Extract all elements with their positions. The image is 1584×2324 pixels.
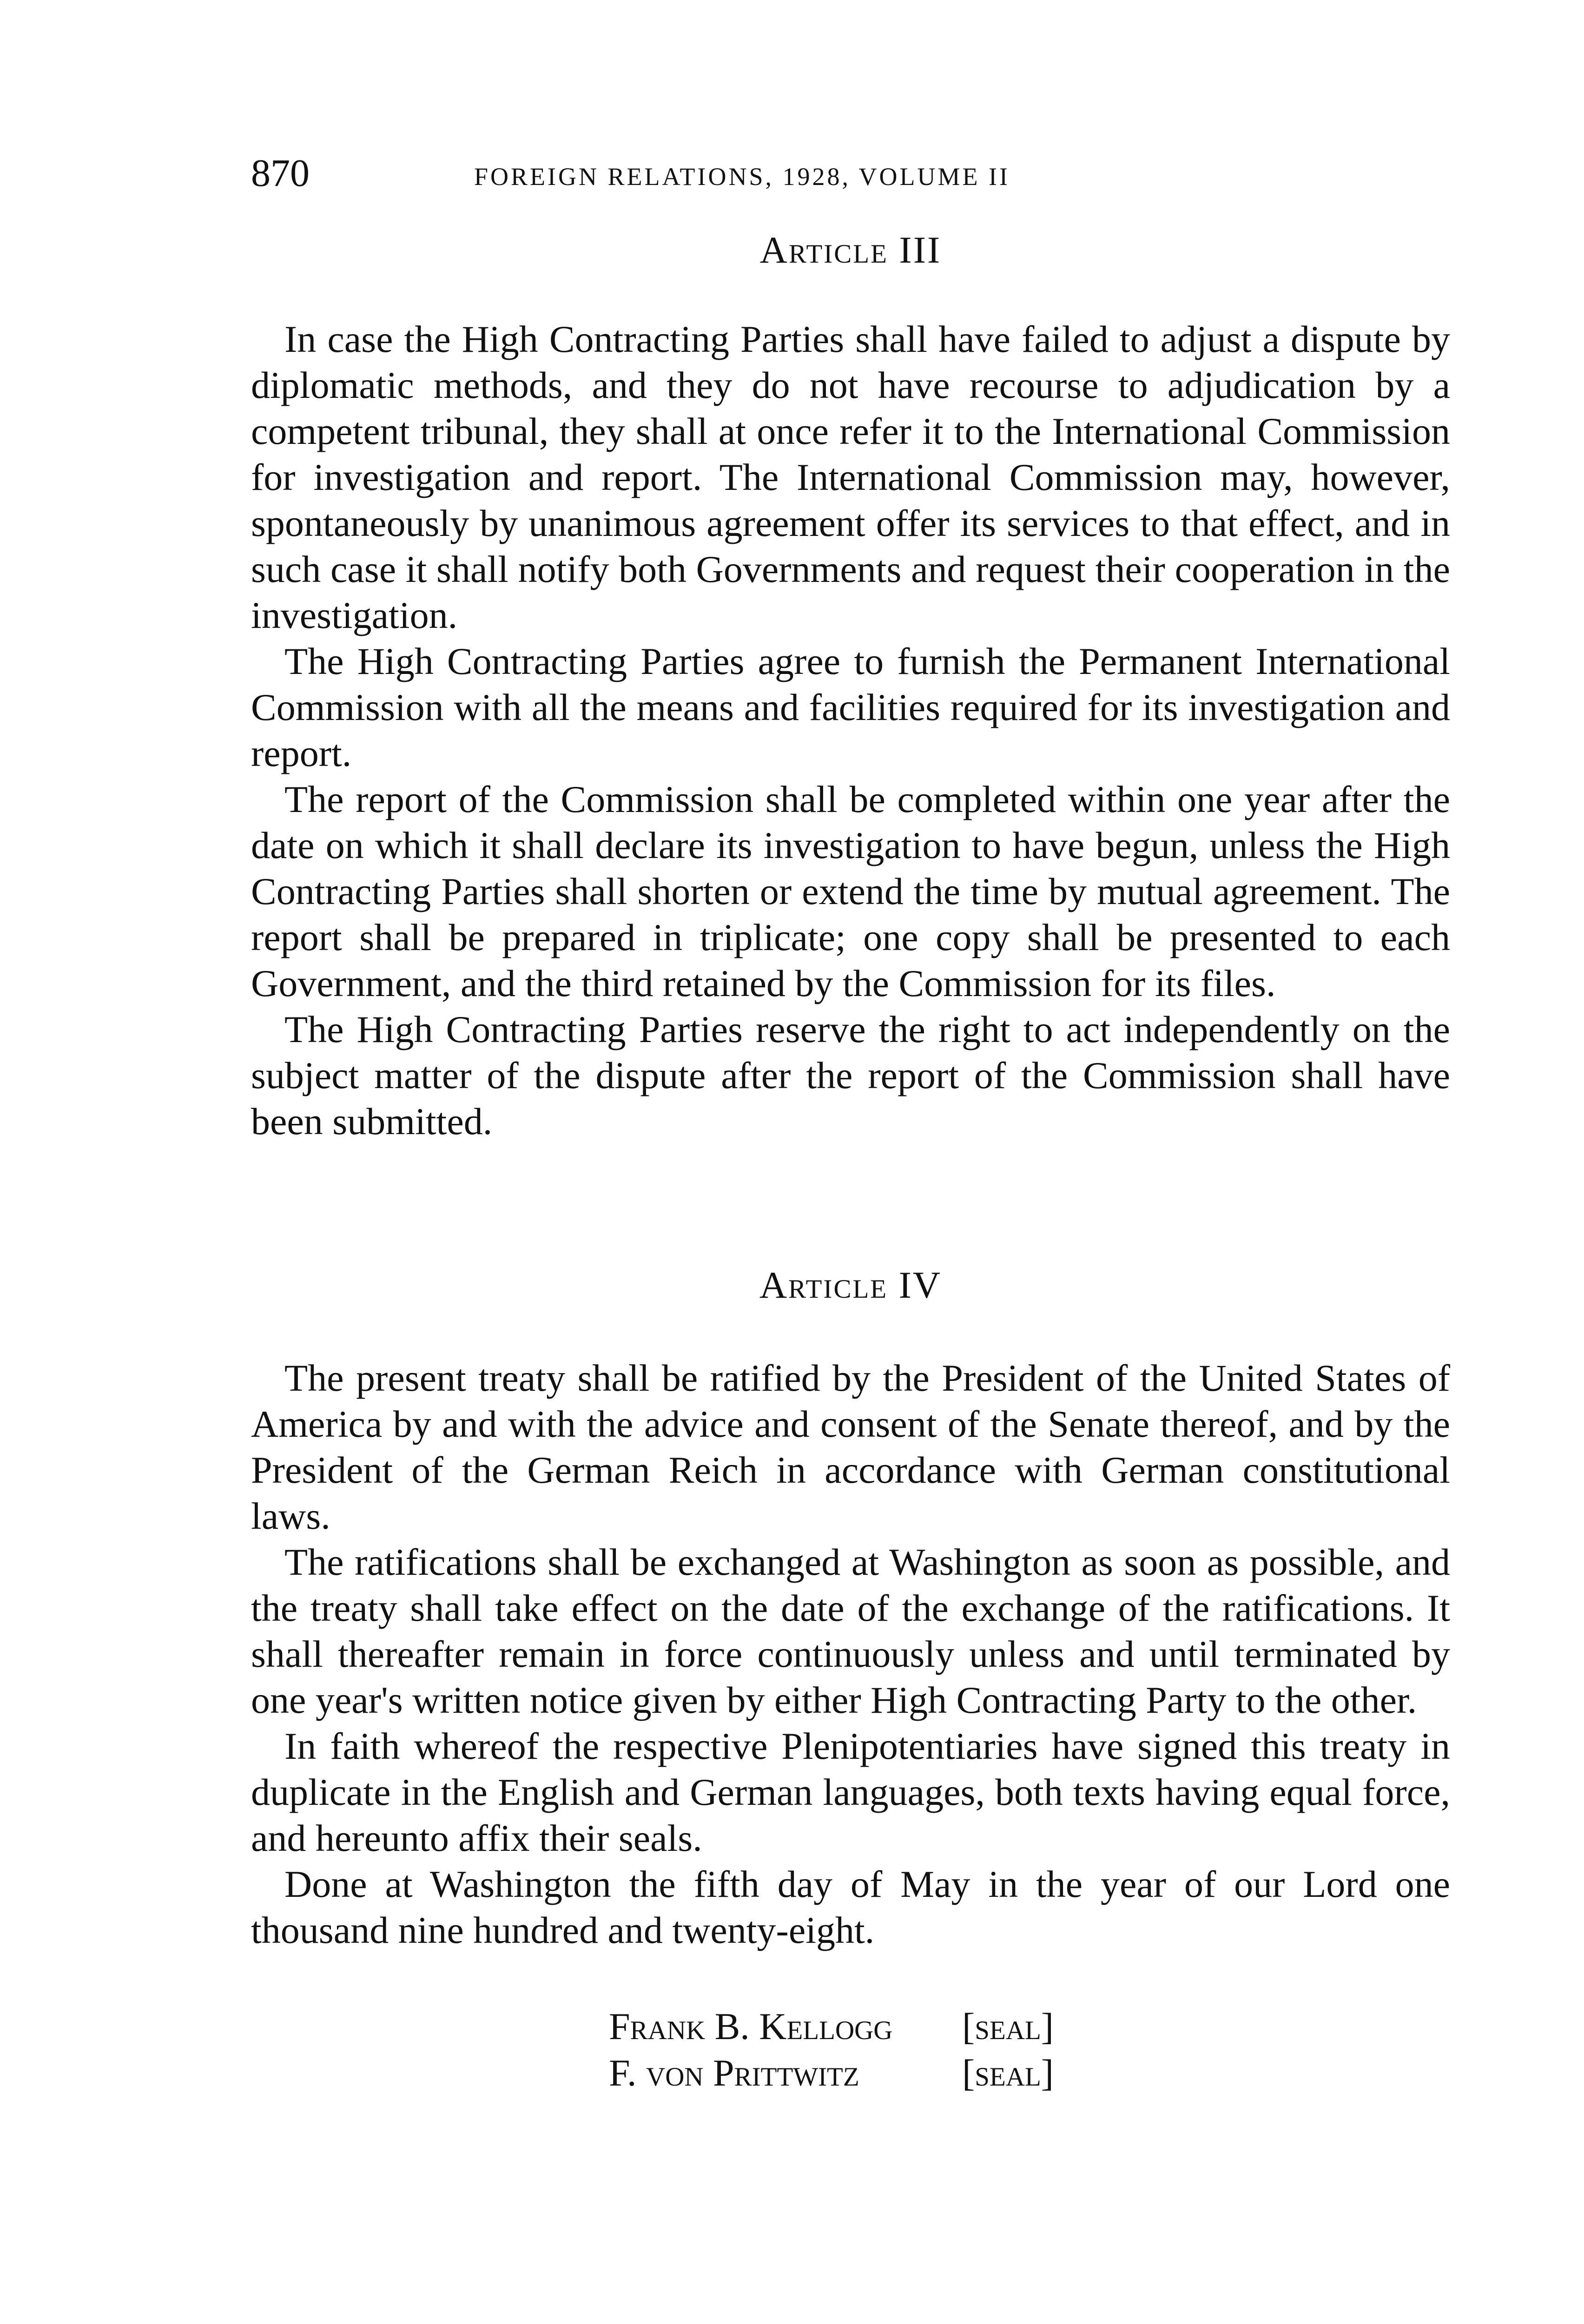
signature-line xyxy=(609,2003,1054,2050)
article-4-body xyxy=(251,1355,1450,1953)
article-3-paragraph: In case the High Contracting Parties shall have failed to adjust a dispute by diplomatic methods, and they do not have recourse to adjudication by a competent tribunal, they shall at once refer it to the International Commission for investigation and report. The International Commission may, however, spontaneously by unanimous agreement offer its services to that effect, and in such case it shall notify both Governments and request their cooperation in the investigation. xyxy=(251,318,1450,636)
article-3-paragraph: The report of the Commission shall be completed within one year after the date on which it shall declare its investigation to have begun, unless the High Contracting Parties shall shorten or extend the time by mutual agreement. The report shall be prepared in triplicate; one copy shall be presented to each Government, and the third retained by the Commission for its files. xyxy=(251,778,1450,1004)
article-4-paragraph: Done at Washington the fifth day of May in the year of our Lord one thousand nine hundred and twenty-eight. xyxy=(251,1863,1450,1951)
signer-name: F. von Prittwitz xyxy=(609,2052,859,2094)
article-4-heading: Article IV xyxy=(759,1264,942,1306)
article-3-paragraph: The High Contracting Parties agree to furnish the Permanent International Commission with all the means and facilities required for its investigation and report. xyxy=(251,640,1450,774)
seal-mark: [seal] xyxy=(962,2005,1054,2047)
article-3-paragraph: The High Contracting Parties reserve the right to act independently on the subject matter of the dispute after the report of the Commission shall have been submitted. xyxy=(251,1008,1450,1142)
article-4-paragraph: The present treaty shall be ratified by the President of the United States of America by and with the advice and consent of the Senate thereof, and by the President of the German Reich in accordance with German constitutional laws. xyxy=(251,1357,1450,1537)
article-4-paragraph: In faith whereof the respective Plenipotentiaries have signed this treaty in duplicate in the English and German languages, both texts having equal force, and hereunto affix their seals. xyxy=(251,1725,1450,1859)
article-3-heading: Article III xyxy=(759,229,942,271)
article-3-body xyxy=(251,316,1450,1144)
seal-mark: [seal] xyxy=(962,2052,1054,2094)
running-title: FOREIGN RELATIONS, 1928, VOLUME II xyxy=(474,163,1010,191)
article-4-paragraph: The ratifications shall be exchanged at Washington as soon as possible, and the treaty shall take effect on the date of the exchange of the ratifications. It shall thereafter remain in force continuously unless and until terminated by one year's written notice given by either High Contracting Party to the other. xyxy=(251,1541,1450,1721)
page-number: 870 xyxy=(251,152,310,195)
signature-line xyxy=(609,2050,1054,2096)
signer-name: Frank B. Kellogg xyxy=(609,2005,893,2047)
running-head xyxy=(251,148,1450,199)
